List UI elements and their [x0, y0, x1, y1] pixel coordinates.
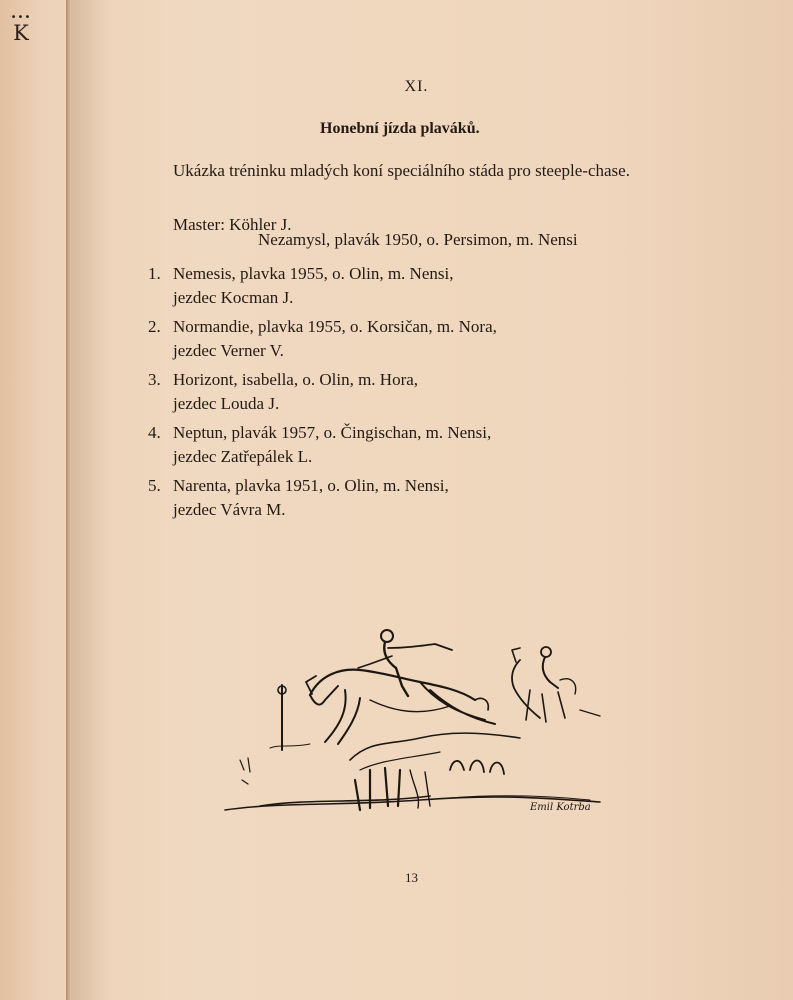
illustrator-signature: Emil Kotrba	[530, 802, 591, 813]
section-heading: Honební jízda plaváků.	[320, 120, 480, 137]
entry-horse: Narenta, plavka 1951, o. Olin, m. Nensi,	[173, 476, 449, 495]
chapter-number: XI.	[404, 78, 429, 95]
entry-horse: Horizont, isabella, o. Olin, m. Hora,	[173, 370, 419, 389]
entry-rider: jezdec Vávra M.	[173, 500, 286, 519]
entry-horse: Normandie, plavka 1955, o. Korsičan, m. Nora,	[173, 317, 497, 336]
entry-number: 5.	[148, 476, 161, 495]
spine-shadow	[70, 0, 110, 1000]
entry-rider: jezdec Verner V.	[173, 341, 284, 360]
corner-logo	[8, 14, 34, 48]
steeplechase-illustration	[220, 620, 610, 830]
corner-logo-letter: K	[13, 21, 29, 45]
entry-rider: jezdec Kocman J.	[173, 288, 294, 307]
entry-horse: Nemesis, plavka 1955, o. Olin, m. Nensi,	[173, 264, 454, 283]
entry-horse: Neptun, plavák 1957, o. Čingischan, m. Nensi,	[173, 423, 492, 442]
entry-number: 1.	[148, 264, 161, 283]
intro-paragraph: Ukázka tréninku mladých koní speciálního stáda pro steeple-chase.	[173, 161, 630, 180]
entry-number: 3.	[148, 370, 161, 389]
master-horse: Nezamysl, plavák 1950, o. Persimon, m. Nensi	[258, 230, 578, 249]
page-number: 13	[405, 870, 418, 885]
master-line: Master: Köhler J.	[173, 215, 292, 234]
entry-rider: jezdec Zatřepálek L.	[173, 447, 313, 466]
corner-logo-dots: •••	[10, 12, 32, 23]
entry-number: 4.	[148, 423, 161, 442]
entry-rider: jezdec Louda J.	[173, 394, 280, 413]
entry-number: 2.	[148, 317, 161, 336]
